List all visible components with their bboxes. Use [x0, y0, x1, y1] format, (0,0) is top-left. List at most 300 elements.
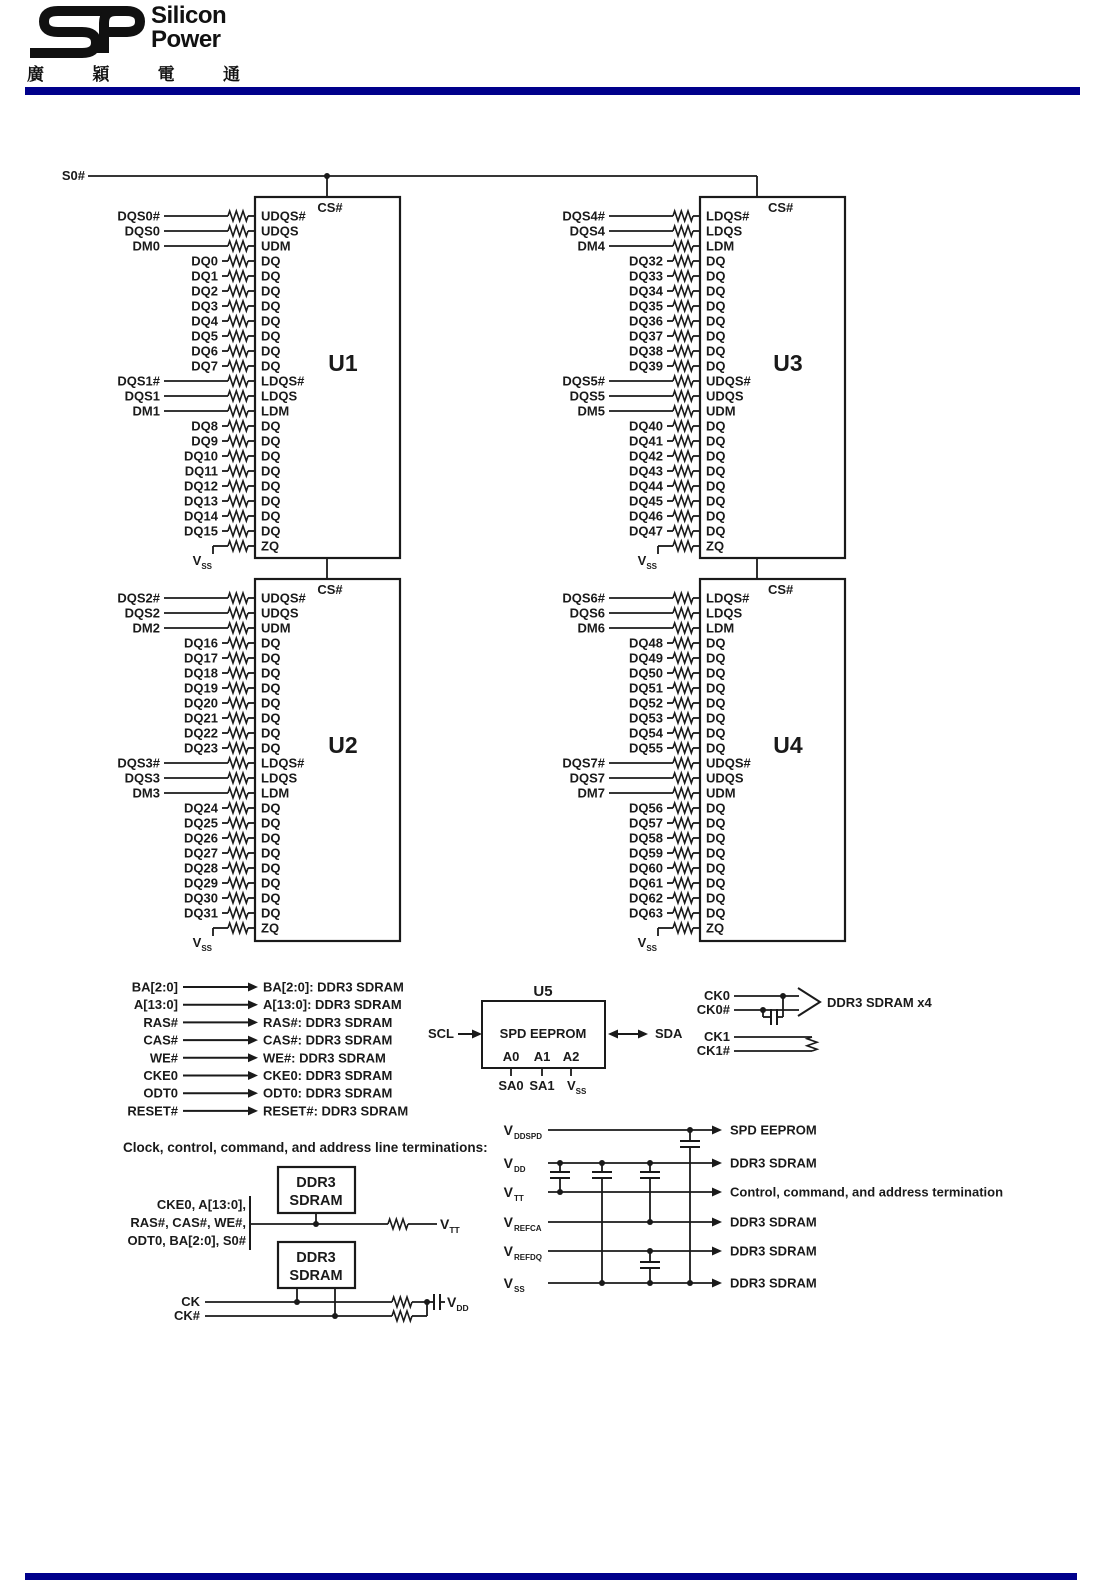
signal-label: DQ53 [629, 710, 663, 726]
resistor [228, 788, 248, 798]
vss-label: $V_{SS}$ [637, 553, 657, 571]
signal-label: DQS0 [124, 223, 160, 239]
resistor [673, 391, 693, 401]
resistor [228, 863, 248, 873]
cs-pin-label: CS# [768, 200, 794, 215]
rail-label-sub: DDSPD [514, 1132, 543, 1141]
pin-label: DQ [261, 695, 281, 711]
cmd-signal-label: ODT0 [143, 1085, 178, 1101]
cmd-signal-label: A[13:0] [133, 997, 178, 1013]
pin-label: DQ [261, 905, 281, 921]
pin-label: LDQS [261, 770, 298, 786]
arrowhead [472, 1030, 482, 1039]
signal-label: DQS1# [117, 373, 160, 389]
resistor [228, 376, 248, 386]
resistor [228, 713, 248, 723]
signal-label: DQ3 [191, 298, 218, 314]
pin-label: LDQS# [261, 755, 305, 771]
vss-label: $V_{SS}$ [637, 935, 657, 953]
cmd-signal-label: RAS# [143, 1014, 178, 1030]
resistor [228, 818, 248, 828]
resistor [228, 316, 248, 326]
pin-label: DQ [261, 478, 281, 494]
signal-label: DQ46 [629, 508, 663, 524]
signal-label: DM7 [577, 785, 605, 801]
cmd-target-label: BA[2:0]: DDR3 SDRAM [263, 979, 404, 995]
rail-label-sub: REFDQ [514, 1253, 542, 1262]
signal-label: DQS4# [562, 208, 605, 224]
pin-label: UDQS [706, 388, 744, 404]
pin-label: DQ [706, 328, 726, 344]
signal-label: DQ45 [629, 493, 663, 509]
resistor [228, 728, 248, 738]
pin-label: LDQS [261, 388, 298, 404]
resistor [228, 878, 248, 888]
pin-label: DQ [706, 905, 726, 921]
resistor [673, 773, 693, 783]
pin-label: ZQ [261, 538, 280, 554]
arrowhead [712, 1126, 722, 1135]
signal-label: DQ29 [184, 875, 218, 891]
resistor [228, 773, 248, 783]
signal-label: DQ32 [629, 253, 663, 269]
pin-label: DQ [706, 890, 726, 906]
u5-pin-label: A0 [502, 1049, 520, 1064]
pin-label: UDQS [261, 223, 299, 239]
pin-label: DQ [706, 478, 726, 494]
signal-label: DM2 [132, 620, 160, 636]
signal-label: DQ13 [184, 493, 218, 509]
signal-label: DQ1 [191, 268, 218, 284]
resistor [228, 923, 248, 933]
rail-label-sub: SS [514, 1285, 525, 1294]
cmd-signal-label: CAS# [143, 1032, 178, 1048]
ck-target-label: DDR3 SDRAM x4 [827, 995, 932, 1010]
resistor [673, 331, 693, 341]
signal-label: DQ21 [184, 710, 218, 726]
signal-label: DM0 [132, 238, 160, 254]
signal-label: DQ44 [629, 478, 663, 494]
cjk-char: 通 [222, 65, 240, 84]
rail-label-sub: REFCA [514, 1224, 542, 1233]
junction-dot [647, 1219, 653, 1225]
signal-label: DQS4 [569, 223, 605, 239]
resistor [673, 743, 693, 753]
pin-label: UDQS [261, 605, 299, 621]
signal-label: DM1 [132, 403, 160, 419]
signal-label: DQ15 [184, 523, 218, 539]
vdd-label: $V_{DD}$ [447, 1294, 469, 1313]
resistor [673, 436, 693, 446]
cjk-char: 穎 [92, 65, 110, 84]
resistor [673, 728, 693, 738]
pin-label: DQ [261, 740, 281, 756]
pin-label: DQ [261, 508, 281, 524]
brand-line-2: Power [151, 26, 221, 53]
rail-target-label: DDR3 SDRAM [730, 1243, 817, 1259]
pin-label: ZQ [706, 920, 725, 936]
signal-label: DQ9 [191, 433, 218, 449]
pin-label: DQ [706, 635, 726, 651]
cmd-signal-label: BA[2:0] [131, 979, 178, 995]
resistor [228, 391, 248, 401]
signal-label: DQ4 [191, 313, 218, 329]
signal-label: DQS0# [117, 208, 160, 224]
pin-label: DQ [706, 343, 726, 359]
signal-label: DQ48 [629, 635, 663, 651]
junction-dot [647, 1280, 653, 1286]
signal-label: DQ62 [629, 890, 663, 906]
u5-pin-label: A1 [533, 1049, 551, 1064]
arrowhead [712, 1159, 722, 1168]
pin-label: DQ [706, 740, 726, 756]
resistor [228, 361, 248, 371]
rail-label: V [503, 1184, 513, 1200]
pin-label: DQ [706, 800, 726, 816]
signal-label: DQ0 [191, 253, 218, 269]
resistor [228, 286, 248, 296]
arrowhead [712, 1218, 722, 1227]
arrowhead [638, 1030, 648, 1039]
resistor [673, 863, 693, 873]
signal-label: DQ23 [184, 740, 218, 756]
resistor [673, 908, 693, 918]
resistor [228, 623, 248, 633]
pin-label: DQ [706, 253, 726, 269]
chip-name: U2 [328, 732, 358, 758]
pin-label: UDQS [706, 770, 744, 786]
cs-pin-label: CS# [317, 200, 343, 215]
pin-label: DQ [261, 433, 281, 449]
resistor [673, 803, 693, 813]
resistor [673, 623, 693, 633]
signal-label: DQ7 [191, 358, 218, 374]
resistor [228, 451, 248, 461]
resistor [228, 541, 248, 551]
u5-bottom-label: $V_{SS}$ [567, 1078, 587, 1096]
resistor [673, 226, 693, 236]
pin-label: DQ [261, 283, 281, 299]
u5-pin-label: A2 [562, 1049, 580, 1064]
u5-bottom-label: SA0 [498, 1078, 524, 1093]
pin-label: DQ [261, 860, 281, 876]
arrowhead [248, 1106, 258, 1115]
pin-label: DQ [706, 830, 726, 846]
signal-label: DQ8 [191, 418, 218, 434]
signal-label: DQS1 [124, 388, 160, 404]
arrowhead [248, 1053, 258, 1062]
signal-label: DQ58 [629, 830, 663, 846]
resistor [228, 758, 248, 768]
resistor [673, 346, 693, 356]
vtt-label: $V_{TT}$ [440, 1216, 460, 1235]
pin-label: DQ [706, 523, 726, 539]
resistor [673, 421, 693, 431]
signal-label: DQ39 [629, 358, 663, 374]
pin-label: LDM [706, 238, 735, 254]
ck-label: CK [181, 1294, 200, 1309]
signal-label: DQ56 [629, 800, 663, 816]
pin-label: LDQS [706, 605, 743, 621]
signal-label: DQ17 [184, 650, 218, 666]
pin-label: DQ [261, 313, 281, 329]
resistor [228, 833, 248, 843]
cmd-target-label: RAS#: DDR3 SDRAM [263, 1014, 393, 1030]
cjk-char: 廣 [27, 65, 44, 84]
resistor [228, 526, 248, 536]
u5-body: SPD EEPROM [499, 1026, 587, 1041]
pin-label: DQ [261, 680, 281, 696]
vss-label: $V_{SS}$ [192, 553, 212, 571]
pin-label: DQ [261, 298, 281, 314]
pin-label: LDM [261, 785, 290, 801]
resistor [228, 511, 248, 521]
cmd-target-label: WE#: DDR3 SDRAM [263, 1050, 386, 1066]
pin-label: DQ [261, 343, 281, 359]
resistor [228, 421, 248, 431]
signal-label: DQS5 [569, 388, 605, 404]
resistor [673, 683, 693, 693]
signal-label: DQ51 [629, 680, 663, 696]
bus-group-label: CKE0, A[13:0], [156, 1197, 246, 1212]
resistor [673, 833, 693, 843]
pin-label: DQ [706, 710, 726, 726]
signal-label: DQS2# [117, 590, 160, 606]
resistor [228, 803, 248, 813]
signal-label: DQ38 [629, 343, 663, 359]
resistor [673, 361, 693, 371]
pin-label: DQ [706, 493, 726, 509]
signal-label: DQ24 [184, 800, 218, 816]
resistor [228, 226, 248, 236]
resistor [228, 698, 248, 708]
resistor [673, 316, 693, 326]
resistor [228, 241, 248, 251]
pin-label: DQ [261, 268, 281, 284]
resistor [673, 788, 693, 798]
resistor [673, 286, 693, 296]
pin-label: LDM [706, 620, 735, 636]
signal-label: DQ59 [629, 845, 663, 861]
brand-line-1: Silicon [151, 2, 227, 29]
u5-bottom-label: SA1 [529, 1078, 555, 1093]
resistor [673, 526, 693, 536]
resistor [228, 668, 248, 678]
resistor [673, 256, 693, 266]
signal-label: DQ41 [629, 433, 663, 449]
pin-label: DQ [706, 448, 726, 464]
resistor [228, 466, 248, 476]
rail-target-label: DDR3 SDRAM [730, 1214, 817, 1230]
pin-label: DQ [261, 815, 281, 831]
resistor [673, 301, 693, 311]
resistor [228, 211, 248, 221]
resistor [673, 481, 693, 491]
signal-label: DQS6# [562, 590, 605, 606]
pin-label: DQ [261, 523, 281, 539]
pin-label: DQ [706, 358, 726, 374]
resistor [228, 683, 248, 693]
pin-label: DQ [261, 448, 281, 464]
signal-label: DQ5 [191, 328, 218, 344]
pin-label: UDM [706, 785, 736, 801]
term-box-label: DDR3 [296, 1250, 336, 1266]
signal-label: DQ42 [629, 448, 663, 464]
pin-label: DQ [706, 283, 726, 299]
signal-label: DM4 [577, 238, 605, 254]
pin-label: LDQS# [706, 208, 750, 224]
pin-label: DQ [706, 433, 726, 449]
resistor [673, 893, 693, 903]
cmd-target-label: RESET#: DDR3 SDRAM [263, 1103, 409, 1119]
bus-group-label: ODT0, BA[2:0], S0# [127, 1233, 246, 1248]
pin-label: DQ [261, 493, 281, 509]
chip-name: U4 [773, 732, 803, 758]
term-box-label: DDR3 [296, 1175, 336, 1191]
ck-label: CK1 [703, 1029, 730, 1044]
arrowhead [248, 1018, 258, 1027]
pin-label: ZQ [706, 538, 725, 554]
signal-label: DQ28 [184, 860, 218, 876]
rail-target-label: DDR3 SDRAM [730, 1155, 817, 1171]
resistor [228, 406, 248, 416]
signal-label: DQ36 [629, 313, 663, 329]
resistor [228, 301, 248, 311]
ck-label: CK0# [696, 1002, 730, 1017]
pin-label: DQ [261, 635, 281, 651]
signal-label: DQ34 [629, 283, 663, 299]
resistor [392, 1311, 412, 1321]
term-title: Clock, control, command, and address line terminations: [123, 1140, 488, 1155]
signal-label: DQ52 [629, 695, 663, 711]
resistor [392, 1297, 412, 1307]
pin-label: LDQS# [706, 590, 750, 606]
signal-label: DQ33 [629, 268, 663, 284]
pin-label: LDQS [706, 223, 743, 239]
pin-label: DQ [706, 725, 726, 741]
signal-label: DQ10 [184, 448, 218, 464]
signal-label: DQS7# [562, 755, 605, 771]
signal-label: DQ61 [629, 875, 663, 891]
junction-dot [599, 1280, 605, 1286]
resistor [673, 451, 693, 461]
signal-label: DQS3# [117, 755, 160, 771]
resistor [228, 653, 248, 663]
resistor [673, 758, 693, 768]
resistor [673, 541, 693, 551]
pin-label: DQ [706, 875, 726, 891]
pin-label: DQ [706, 508, 726, 524]
pin-label: DQ [261, 845, 281, 861]
resistor [228, 436, 248, 446]
pin-label: DQ [706, 695, 726, 711]
pin-label: DQ [261, 725, 281, 741]
cs-pin-label: CS# [768, 582, 794, 597]
resistor [807, 1037, 817, 1051]
pin-label: DQ [261, 875, 281, 891]
arrowhead [248, 1071, 258, 1080]
ck-label: CK# [173, 1308, 200, 1323]
signal-label: DM5 [577, 403, 605, 419]
resistor [673, 668, 693, 678]
signal-label: DM3 [132, 785, 160, 801]
cmd-target-label: CKE0: DDR3 SDRAM [263, 1068, 393, 1083]
pin-label: DQ [706, 418, 726, 434]
resistor [673, 608, 693, 618]
resistor [228, 608, 248, 618]
pin-label: LDM [261, 403, 290, 419]
signal-label: DQ50 [629, 665, 663, 681]
pin-label: UDM [261, 238, 291, 254]
resistor [228, 638, 248, 648]
pin-label: DQ [261, 710, 281, 726]
resistor [673, 713, 693, 723]
resistor [228, 743, 248, 753]
signal-label: DQ37 [629, 328, 663, 344]
footer-divider-bar [25, 1573, 1077, 1580]
resistor [673, 653, 693, 663]
signal-label: DQ11 [184, 463, 218, 479]
signal-label: DQ55 [629, 740, 663, 756]
arrowhead [248, 1036, 258, 1045]
pin-label: UDQS# [261, 208, 306, 224]
ck-label: CK1# [696, 1043, 730, 1058]
signal-label: DQS6 [569, 605, 605, 621]
rail-label: V [503, 1275, 513, 1291]
cjk-char: 電 [157, 65, 175, 84]
ck-label: CK0 [703, 988, 730, 1003]
resistor [228, 908, 248, 918]
u5-title: U5 [533, 983, 553, 1000]
signal-label: DQ2 [191, 283, 218, 299]
resistor [673, 376, 693, 386]
resistor [673, 496, 693, 506]
resistor [673, 511, 693, 521]
pin-label: DQ [261, 253, 281, 269]
rail-target-label: SPD EEPROM [730, 1122, 817, 1138]
cmd-target-label: A[13:0]: DDR3 SDRAM [263, 997, 402, 1013]
pin-label: DQ [261, 665, 281, 681]
pin-label: DQ [706, 815, 726, 831]
cmd-signal-label: RESET# [127, 1103, 178, 1119]
pin-label: ZQ [261, 920, 280, 936]
signal-label: DQ54 [629, 725, 663, 741]
pin-label: DQ [706, 268, 726, 284]
arrowhead [248, 1000, 258, 1009]
pin-label: DQ [706, 313, 726, 329]
pin-label: DQ [261, 890, 281, 906]
resistor [228, 346, 248, 356]
pin-label: DQ [706, 665, 726, 681]
signal-label: DQ31 [184, 905, 218, 921]
arrowhead [248, 983, 258, 992]
signal-label: DQ60 [629, 860, 663, 876]
pin-label: DQ [261, 463, 281, 479]
junction-dot [687, 1280, 693, 1286]
rail-label-sub: DD [514, 1165, 526, 1174]
term-box-label: SDRAM [289, 1268, 343, 1284]
resistor [673, 878, 693, 888]
signal-label: DM6 [577, 620, 605, 636]
signal-label: DQ18 [184, 665, 218, 681]
signal-label: DQ40 [629, 418, 663, 434]
bus-group-label: RAS#, CAS#, WE#, [130, 1215, 246, 1230]
rail-label: V [503, 1122, 513, 1138]
signal-label: DQ22 [184, 725, 218, 741]
signal-label: DQ20 [184, 695, 218, 711]
signal-label: DQ30 [184, 890, 218, 906]
signal-label: DQ14 [184, 508, 218, 524]
